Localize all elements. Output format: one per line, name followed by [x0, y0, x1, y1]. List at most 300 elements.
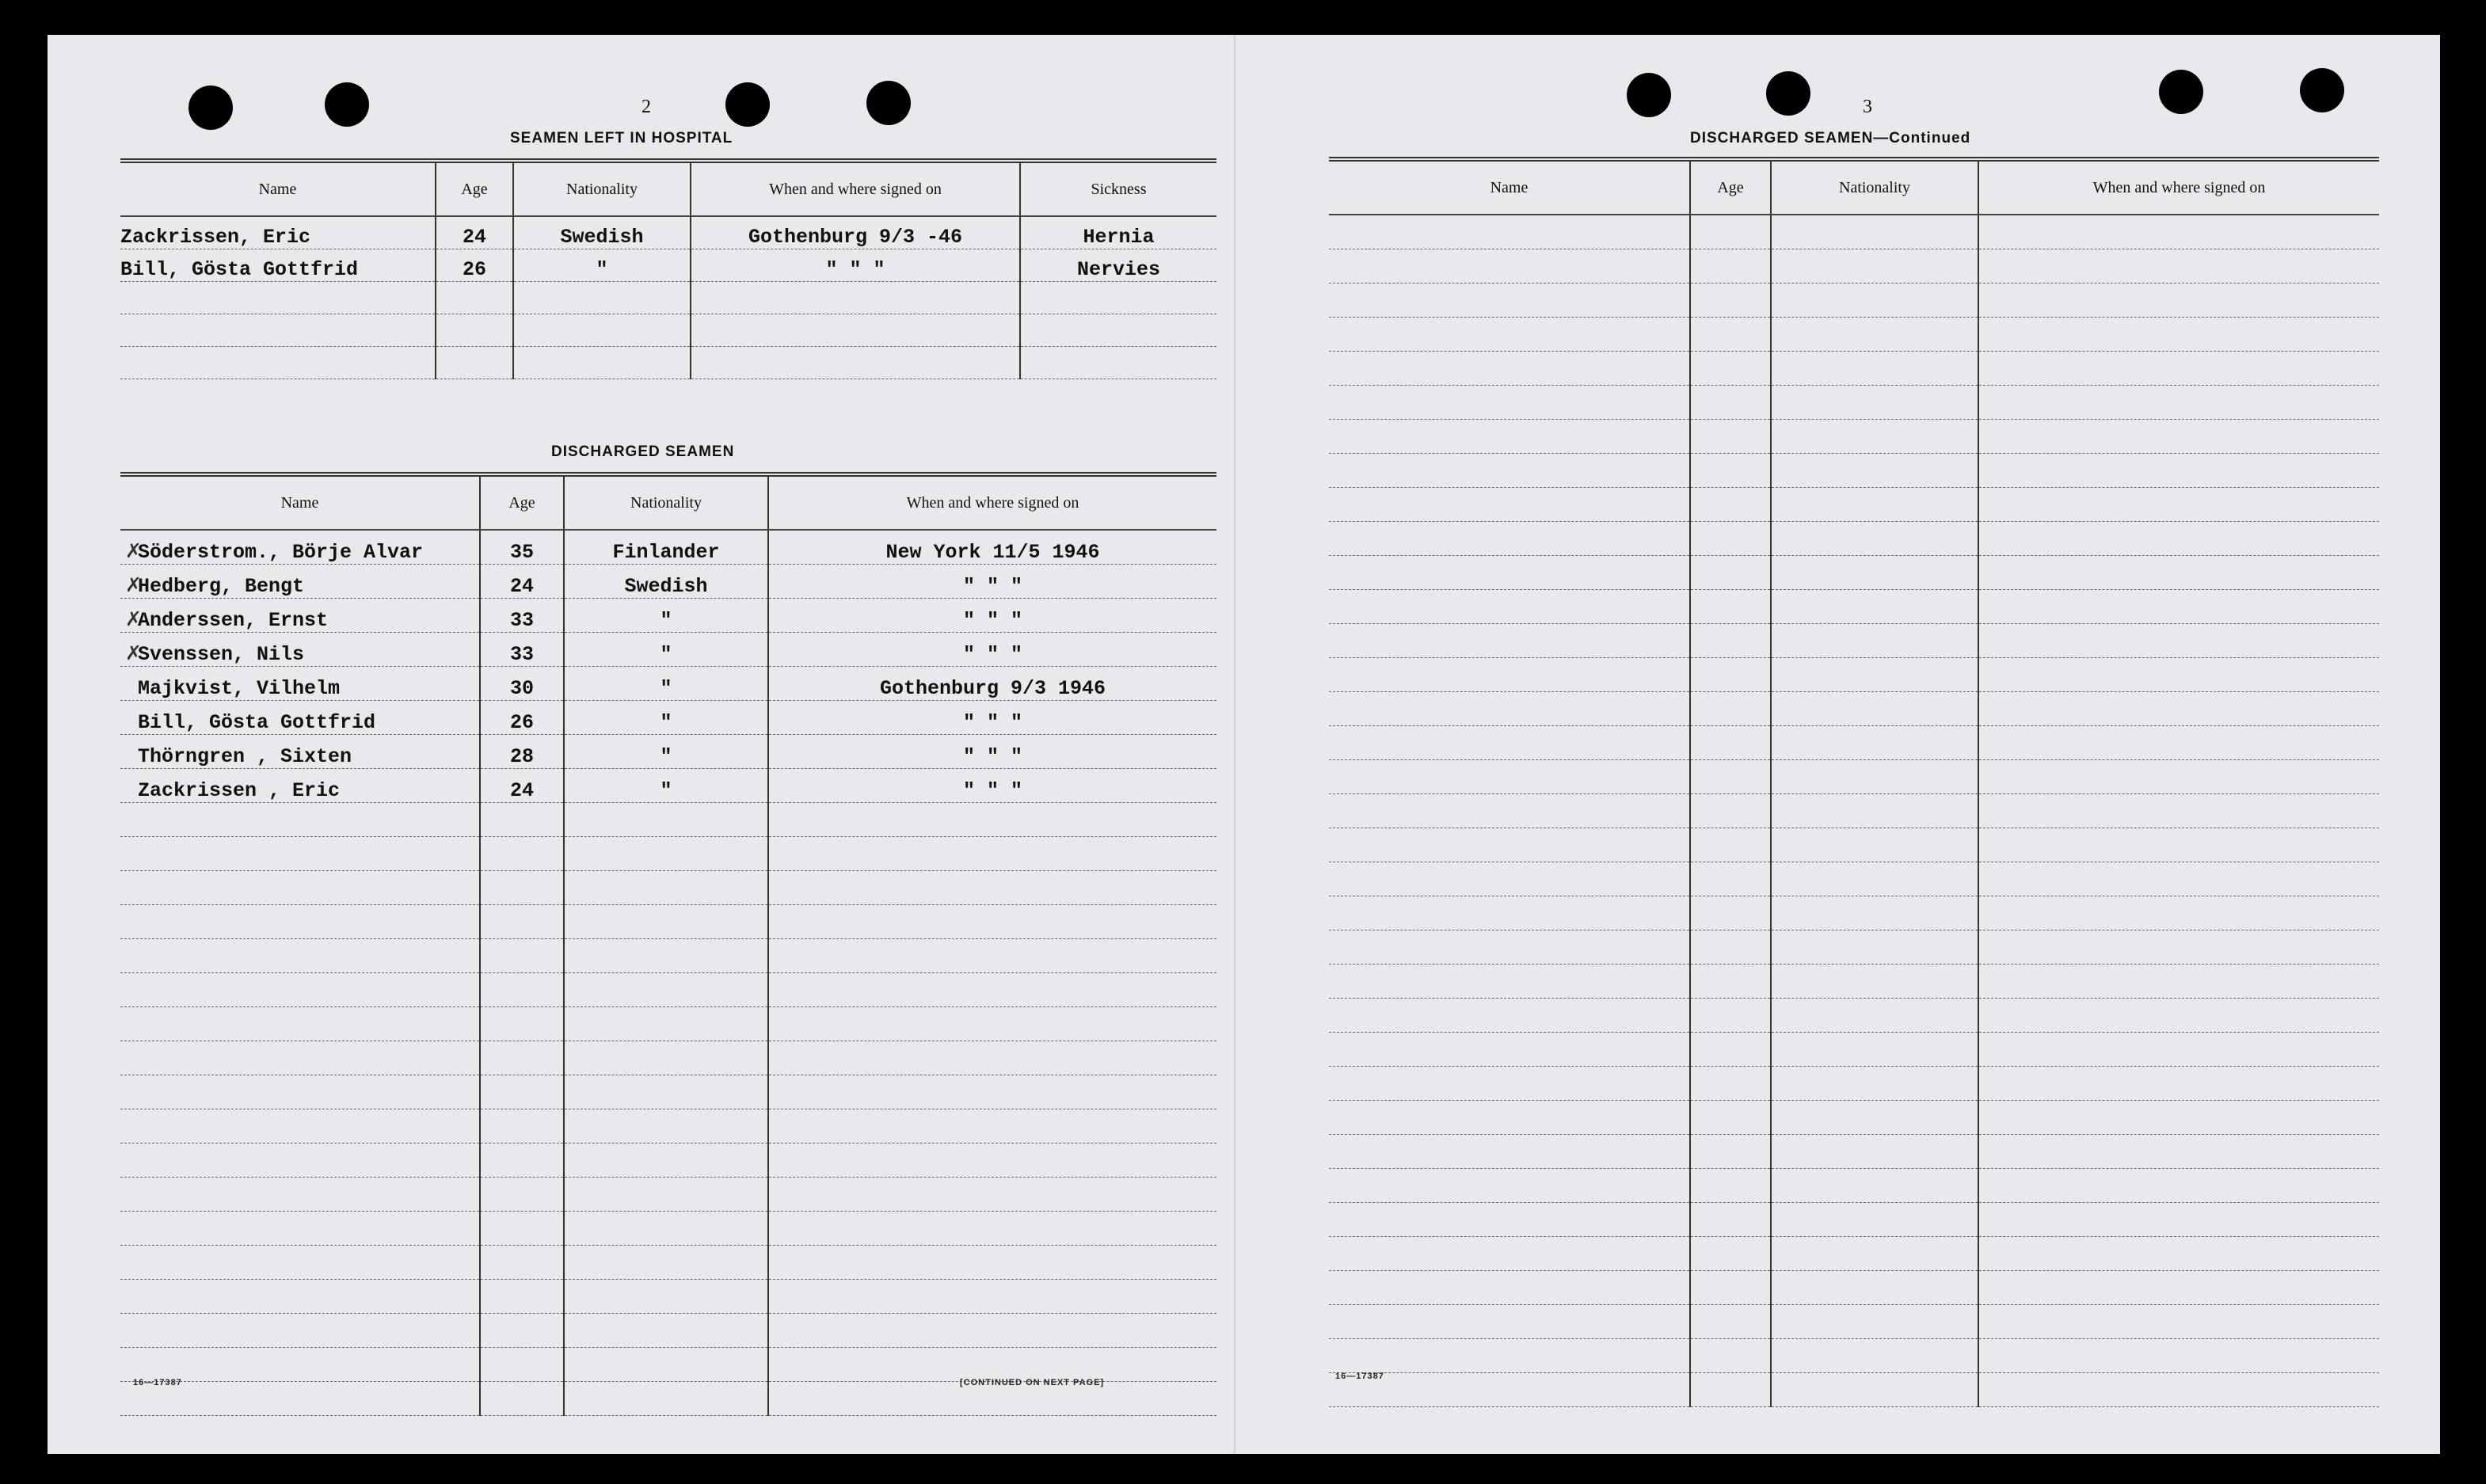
table-cell [1690, 318, 1771, 352]
table-cell [1771, 283, 1978, 318]
table-cell [1690, 590, 1771, 624]
table-row [120, 599, 1216, 633]
table-cell [1978, 896, 2379, 930]
seaman-name: Anderssen, Ernst [138, 609, 329, 632]
table-cell [1329, 794, 1690, 828]
table-cell [480, 837, 564, 871]
blank-row [1329, 1305, 2379, 1339]
table-cell [1329, 522, 1690, 556]
blank-row [1329, 283, 2379, 318]
table-cell [120, 282, 436, 314]
check-mark: ✗ [125, 607, 142, 630]
table-cell [1771, 1237, 1978, 1271]
table-cell [1690, 283, 1771, 318]
punch-hole [325, 82, 369, 127]
blank-row [120, 1178, 1216, 1212]
table-cell [564, 803, 768, 837]
table-cell [1329, 1237, 1690, 1271]
table-cell [1690, 1169, 1771, 1203]
table-cell [1978, 930, 2379, 965]
blank-row [1329, 420, 2379, 454]
left-page [48, 35, 1234, 1454]
table-cell [1771, 624, 1978, 658]
table-cell: " " " [768, 565, 1216, 599]
table-cell: " " " [768, 701, 1216, 735]
table-cell [768, 1041, 1216, 1075]
blank-row [1329, 1339, 2379, 1373]
table-cell [480, 1212, 564, 1246]
table-cell [768, 973, 1216, 1007]
blank-row [1329, 1033, 2379, 1067]
table-cell [1690, 1339, 1771, 1373]
table-cell: " [564, 701, 768, 735]
table-cell [768, 905, 1216, 939]
table-cell [1329, 1033, 1690, 1067]
column-header: Age [1690, 159, 1771, 215]
table-cell [1771, 896, 1978, 930]
table-cell [480, 1348, 564, 1382]
table-cell [564, 1109, 768, 1143]
table-cell [1978, 658, 2379, 692]
table-cell [1771, 1305, 1978, 1339]
table-cell [120, 1075, 480, 1109]
table-cell [1771, 352, 1978, 386]
table-cell [1329, 965, 1690, 999]
table-cell: 26 [436, 249, 513, 282]
table-cell: " " " [768, 633, 1216, 667]
table-cell [1690, 1271, 1771, 1305]
table-cell [120, 769, 480, 803]
table-cell [1978, 420, 2379, 454]
table-cell [1771, 420, 1978, 454]
check-mark: ✗ [125, 539, 142, 562]
blank-row [1329, 215, 2379, 249]
blank-row [1329, 590, 2379, 624]
table-row [120, 216, 1216, 249]
table-cell [564, 1007, 768, 1041]
column-header: Nationality [513, 161, 691, 216]
table-cell [1690, 215, 1771, 249]
table-cell: " [513, 249, 691, 282]
blank-row [120, 973, 1216, 1007]
table-cell: 30 [480, 667, 564, 701]
blank-row [120, 1246, 1216, 1280]
table-cell: " " " [768, 769, 1216, 803]
table-cell [120, 1314, 480, 1348]
table-cell [1329, 658, 1690, 692]
table-cell [120, 633, 480, 667]
table-cell [564, 871, 768, 905]
table-cell [1690, 488, 1771, 522]
table-cell [1978, 1101, 2379, 1135]
table-cell [1690, 556, 1771, 590]
table-cell [768, 1143, 1216, 1178]
table-cell [1690, 1135, 1771, 1169]
table-cell [1690, 249, 1771, 283]
punch-hole [2300, 68, 2344, 112]
table-row [120, 249, 1216, 282]
table-cell [1690, 828, 1771, 862]
blank-row [1329, 1271, 2379, 1305]
table-cell [1771, 965, 1978, 999]
table-cell: Bill, Gösta Gottfrid [120, 249, 436, 282]
table-cell [1690, 454, 1771, 488]
table-cell [768, 939, 1216, 973]
continued-note: [CONTINUED ON NEXT PAGE] [960, 1378, 1105, 1387]
table-cell: " " " [691, 249, 1020, 282]
table-cell [120, 735, 480, 769]
table-cell [1690, 1033, 1771, 1067]
table-cell [1771, 556, 1978, 590]
table-cell [1690, 930, 1771, 965]
table-cell [1771, 522, 1978, 556]
table-cell [1690, 794, 1771, 828]
table-row [120, 565, 1216, 599]
table-cell [564, 973, 768, 1007]
blank-row [120, 1348, 1216, 1382]
table-cell [120, 1109, 480, 1143]
table-cell [1771, 590, 1978, 624]
column-header: When and where signed on [1978, 159, 2379, 215]
table-cell [1690, 1067, 1771, 1101]
table-cell [564, 905, 768, 939]
table-cell [120, 939, 480, 973]
table-cell [1978, 965, 2379, 999]
table-cell [120, 871, 480, 905]
table-cell [1978, 1305, 2379, 1339]
table-cell [1329, 420, 1690, 454]
punch-hole [1627, 73, 1671, 117]
seaman-name: Bill, Gösta Gottfrid [138, 711, 376, 734]
table-cell [1978, 1373, 2379, 1407]
table-cell [1771, 794, 1978, 828]
table-cell [1978, 760, 2379, 794]
blank-row [120, 837, 1216, 871]
seaman-name: Svenssen, Nils [138, 643, 305, 666]
table-cell [768, 1314, 1216, 1348]
column-header: Name [120, 474, 480, 530]
table-cell [1771, 215, 1978, 249]
table-cell [1690, 999, 1771, 1033]
table-cell [1978, 624, 2379, 658]
table-cell [564, 1382, 768, 1416]
blank-row [1329, 1373, 2379, 1407]
table-cell [1690, 692, 1771, 726]
table-cell [1329, 930, 1690, 965]
table-cell [513, 314, 691, 347]
table-cell [564, 1075, 768, 1109]
table-cell [1690, 1305, 1771, 1339]
table-cell: " [564, 633, 768, 667]
table-cell [513, 347, 691, 379]
table-cell [480, 1041, 564, 1075]
blank-row [120, 905, 1216, 939]
table-cell [1771, 488, 1978, 522]
table-cell [768, 803, 1216, 837]
table-cell [1329, 1169, 1690, 1203]
seaman-name: Hedberg, Bengt [138, 575, 305, 598]
table-cell [691, 314, 1020, 347]
table-cell [480, 1246, 564, 1280]
table-cell [1690, 896, 1771, 930]
seaman-name: Zackrissen , Eric [138, 779, 341, 802]
table-cell [1771, 1135, 1978, 1169]
punch-hole [1766, 71, 1810, 116]
table-cell [564, 1212, 768, 1246]
table-cell [120, 347, 436, 379]
table-cell [1978, 862, 2379, 896]
table-cell [480, 1075, 564, 1109]
table-cell [1690, 1101, 1771, 1135]
table-cell [1329, 896, 1690, 930]
punch-hole [188, 86, 233, 130]
table-cell [1771, 454, 1978, 488]
table-cell [1771, 386, 1978, 420]
blank-row [120, 939, 1216, 973]
table-cell [768, 1007, 1216, 1041]
table-cell [1020, 282, 1216, 314]
check-mark: ✗ [125, 573, 142, 596]
discharged-table [120, 472, 1216, 1416]
blank-row [1329, 760, 2379, 794]
table-cell [1690, 386, 1771, 420]
table-cell [564, 1348, 768, 1382]
blank-row [1329, 965, 2379, 999]
table-cell: 24 [436, 216, 513, 249]
table-cell [1978, 1067, 2379, 1101]
blank-row [1329, 318, 2379, 352]
table-cell [1771, 1271, 1978, 1305]
table-cell [120, 837, 480, 871]
form-code: 16—17387 [1335, 1372, 1384, 1381]
table-cell [480, 973, 564, 1007]
table-cell: Swedish [513, 216, 691, 249]
table-cell [1020, 347, 1216, 379]
blank-row [1329, 794, 2379, 828]
blank-row [120, 1041, 1216, 1075]
table-row [120, 633, 1216, 667]
table-cell [1771, 1339, 1978, 1373]
blank-row [120, 1007, 1216, 1041]
table-cell [1978, 556, 2379, 590]
table-cell [1978, 215, 2379, 249]
table-cell [1978, 1135, 2379, 1169]
table-cell [120, 314, 436, 347]
table-cell [1329, 862, 1690, 896]
blank-row [1329, 1067, 2379, 1101]
table-cell: 33 [480, 599, 564, 633]
blank-row [1329, 249, 2379, 283]
table-cell [1771, 1101, 1978, 1135]
blank-row [1329, 726, 2379, 760]
table-cell: " [564, 599, 768, 633]
table-cell [120, 1007, 480, 1041]
table-cell [1978, 352, 2379, 386]
table-cell [1771, 726, 1978, 760]
table-cell [1690, 522, 1771, 556]
table-cell [120, 803, 480, 837]
blank-row [1329, 1135, 2379, 1169]
table-cell [120, 1178, 480, 1212]
blank-row [120, 871, 1216, 905]
table-row [120, 735, 1216, 769]
check-mark: ✗ [125, 641, 142, 664]
table-cell [768, 1212, 1216, 1246]
table-cell [1978, 386, 2379, 420]
column-header: Name [1329, 159, 1690, 215]
table-cell [1771, 249, 1978, 283]
table-cell [480, 1314, 564, 1348]
table-cell [480, 1109, 564, 1143]
blank-row [1329, 1169, 2379, 1203]
blank-row [1329, 1101, 2379, 1135]
table-cell [1978, 999, 2379, 1033]
table-cell [1329, 1305, 1690, 1339]
table-cell [1329, 1339, 1690, 1373]
table-cell [436, 314, 513, 347]
form-code: 16—17387 [133, 1378, 182, 1387]
table-cell [1690, 1373, 1771, 1407]
table-cell: 26 [480, 701, 564, 735]
table-cell [1329, 1135, 1690, 1169]
table-cell [1978, 318, 2379, 352]
table-cell [1978, 1237, 2379, 1271]
table-cell [768, 1246, 1216, 1280]
table-cell [480, 1382, 564, 1416]
table-cell [564, 1143, 768, 1178]
table-cell [120, 565, 480, 599]
table-cell [564, 1178, 768, 1212]
blank-row [1329, 692, 2379, 726]
table-cell [480, 871, 564, 905]
table-cell: 24 [480, 769, 564, 803]
blank-row [120, 1280, 1216, 1314]
column-header: Nationality [564, 474, 768, 530]
table-cell [691, 347, 1020, 379]
table-cell: " [564, 735, 768, 769]
blank-row [1329, 454, 2379, 488]
table-cell [1329, 760, 1690, 794]
blank-row [1329, 930, 2379, 965]
table-row [120, 701, 1216, 735]
table-cell [1690, 862, 1771, 896]
punch-hole [866, 81, 911, 125]
table-cell: " " " [768, 735, 1216, 769]
page-number: 3 [1863, 97, 1872, 117]
table-cell [120, 1348, 480, 1382]
blank-row [1329, 624, 2379, 658]
table-cell [436, 282, 513, 314]
table-cell [1978, 1271, 2379, 1305]
table-cell [1690, 420, 1771, 454]
table-cell [1329, 1271, 1690, 1305]
table-cell [480, 939, 564, 973]
blank-row [1329, 1203, 2379, 1237]
blank-row [1329, 556, 2379, 590]
table-cell [1329, 590, 1690, 624]
table-cell [1978, 454, 2379, 488]
blank-row [1329, 488, 2379, 522]
table-cell [120, 1280, 480, 1314]
table-cell [564, 939, 768, 973]
table-cell [1978, 488, 2379, 522]
table-cell [1690, 1237, 1771, 1271]
table-cell [480, 803, 564, 837]
table-cell [1771, 658, 1978, 692]
table-cell [1020, 314, 1216, 347]
table-cell [564, 1314, 768, 1348]
table-cell [768, 1178, 1216, 1212]
table-cell: Nervies [1020, 249, 1216, 282]
blank-row [120, 1075, 1216, 1109]
table-cell [768, 1348, 1216, 1382]
table-cell [768, 1075, 1216, 1109]
table-cell [1329, 1067, 1690, 1101]
table-cell [1978, 828, 2379, 862]
table-cell [1978, 794, 2379, 828]
table-cell [1771, 1067, 1978, 1101]
table-cell: 33 [480, 633, 564, 667]
seaman-name: Majkvist, Vilhelm [138, 677, 341, 700]
table-cell: " [564, 667, 768, 701]
table-cell [1690, 624, 1771, 658]
table-cell [1978, 522, 2379, 556]
table-cell: New York 11/5 1946 [768, 530, 1216, 565]
table-cell [1329, 556, 1690, 590]
table-cell [1329, 318, 1690, 352]
table-cell [1329, 215, 1690, 249]
table-cell: 24 [480, 565, 564, 599]
table-cell [1690, 965, 1771, 999]
blank-row [1329, 352, 2379, 386]
table-cell [120, 530, 480, 565]
blank-row [120, 347, 1216, 379]
table-cell [120, 905, 480, 939]
table-cell [120, 973, 480, 1007]
seaman-name: Thörngren , Sixten [138, 745, 352, 768]
blank-row [120, 803, 1216, 837]
table-cell [1771, 862, 1978, 896]
blank-row [1329, 999, 2379, 1033]
table-cell: 35 [480, 530, 564, 565]
blank-row [1329, 522, 2379, 556]
table-cell [480, 1280, 564, 1314]
table-row [120, 530, 1216, 565]
table-cell [1771, 1373, 1978, 1407]
table-cell [120, 667, 480, 701]
table-cell: " " " [768, 599, 1216, 633]
table-cell [480, 905, 564, 939]
table-cell [513, 282, 691, 314]
table-cell [1329, 828, 1690, 862]
blank-row [1329, 828, 2379, 862]
table-cell [120, 1041, 480, 1075]
table-cell [480, 1178, 564, 1212]
table-cell [691, 282, 1020, 314]
table-cell [120, 701, 480, 735]
column-header: Age [436, 161, 513, 216]
table-cell [1978, 1339, 2379, 1373]
blank-row [120, 1143, 1216, 1178]
table-cell [564, 1041, 768, 1075]
table-cell [768, 837, 1216, 871]
table-cell [1329, 1203, 1690, 1237]
table-cell [1329, 726, 1690, 760]
table-cell [564, 837, 768, 871]
blank-row [120, 314, 1216, 347]
column-header: Nationality [1771, 159, 1978, 215]
table-cell [1771, 828, 1978, 862]
